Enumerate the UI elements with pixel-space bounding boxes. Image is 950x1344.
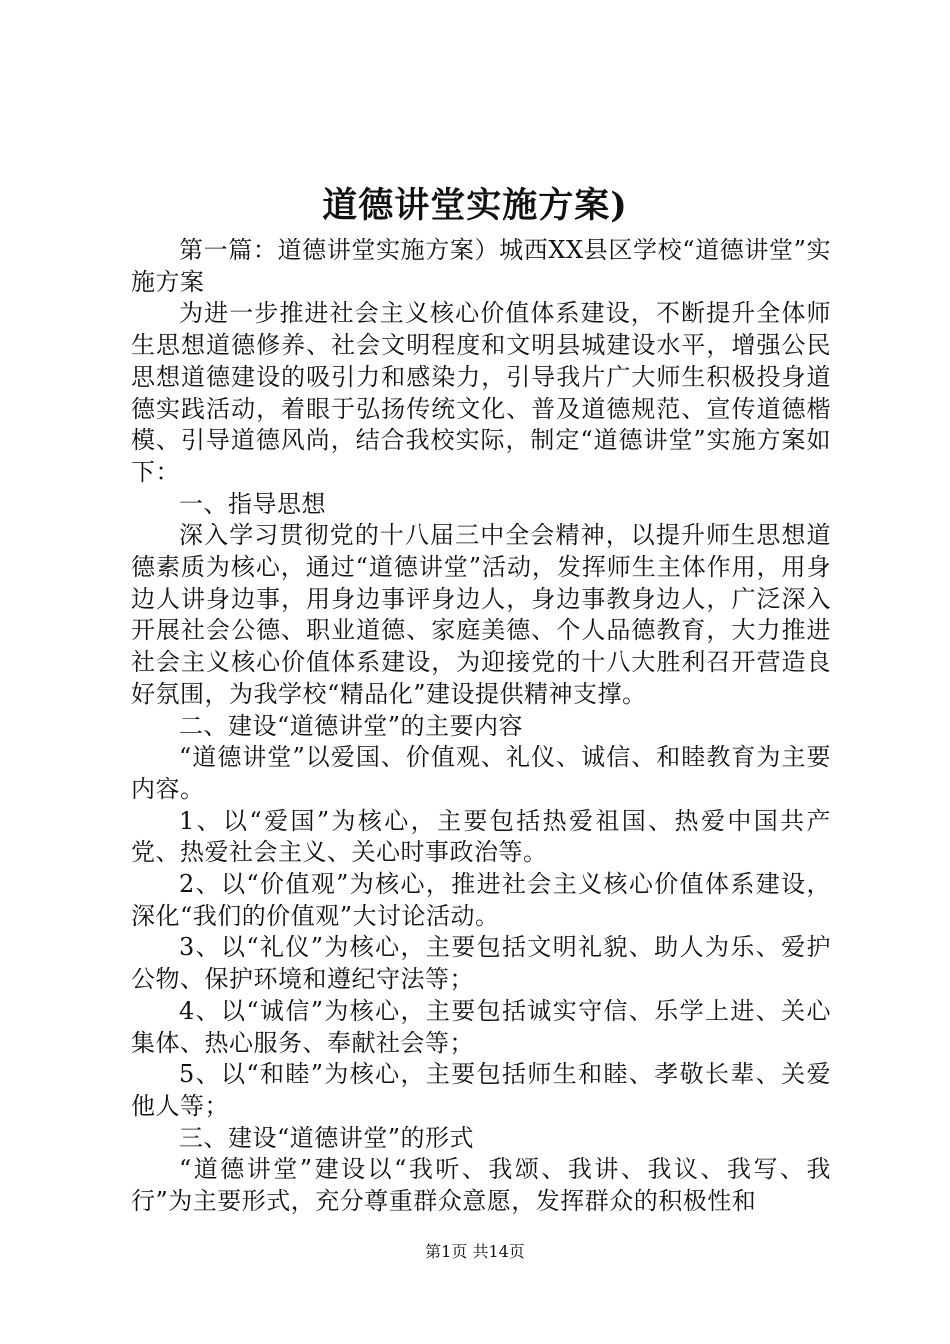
section-heading-2: 二、建设“道德讲堂”的主要内容 <box>179 711 524 740</box>
paragraph-5: “道德讲堂”建设以“我听、我颂、我讲、我议、我写、我行”为主要形式，充分尊重群众意愿，发挥群众的积极性和 <box>131 1155 831 1216</box>
list-item-1: 1、以“爱国”为核心，主要包括热爱祖国、热爱中国共产党、热爱社会主义、关心时事政治等。 <box>131 806 831 867</box>
document-title: 道德讲堂实施方案) <box>322 185 628 226</box>
list-item-2: 2、以“价值观”为核心，推进社会主义核心价值体系建设，深化“我们的价值观”大讨论活动。 <box>131 870 831 930</box>
section-heading-3: 三、建设“道德讲堂”的形式 <box>179 1123 475 1152</box>
document-body <box>131 235 831 1218</box>
paragraph-3: 深入学习贯彻党的十八届三中全会精神，以提升师生思想道德素质为核心，通过“道德讲堂”活动，发挥师生主体作用，用身边人讲身边事，用身边事评身边人，身边事教身边人，广泛深入开展社会公德、职业道德、家庭美德、个人品德教育，大力推进社会主义核心价值体系建设，为迎接党的十八大胜利召开营造良好氛围，为我学校“精品化”建设提供精神支撑。 <box>131 521 831 708</box>
paragraph-2: 为进一步推进社会主义核心价值体系建设，不断提升全体师生思想道德修养、社会文明程度和文明县城建设水平，增强公民思想道德建设的吸引力和感染力，引导我片广大师生积极投身道德实践活动，着眼于弘扬传统文化、普及道德规范、宣传道德楷模、引导道德风尚，结合我校实际，制定“道德讲堂”实施方案如下： <box>131 299 831 486</box>
paragraph-1: 第一篇：道德讲堂实施方案）城西XX县区学校“道德讲堂”实施方案 <box>131 236 831 296</box>
list-item-5: 5、以“和睦”为核心，主要包括师生和睦、孝敬长辈、关爱他人等； <box>131 1060 831 1120</box>
page-number: 第1页 共14页 <box>425 1242 525 1261</box>
section-heading-1: 一、指导思想 <box>179 489 326 518</box>
list-item-3: 3、以“礼仪”为核心，主要包括文明礼貌、助人为乐、爱护公物、保护环境和遵纪守法等； <box>131 933 831 994</box>
paragraph-4: “道德讲堂”以爱国、价值观、礼仪、诚信、和睦教育为主要内容。 <box>131 743 831 803</box>
list-item-4: 4、以“诚信”为核心，主要包括诚实守信、乐学上进、关心集体、热心服务、奉献社会等； <box>131 996 831 1057</box>
